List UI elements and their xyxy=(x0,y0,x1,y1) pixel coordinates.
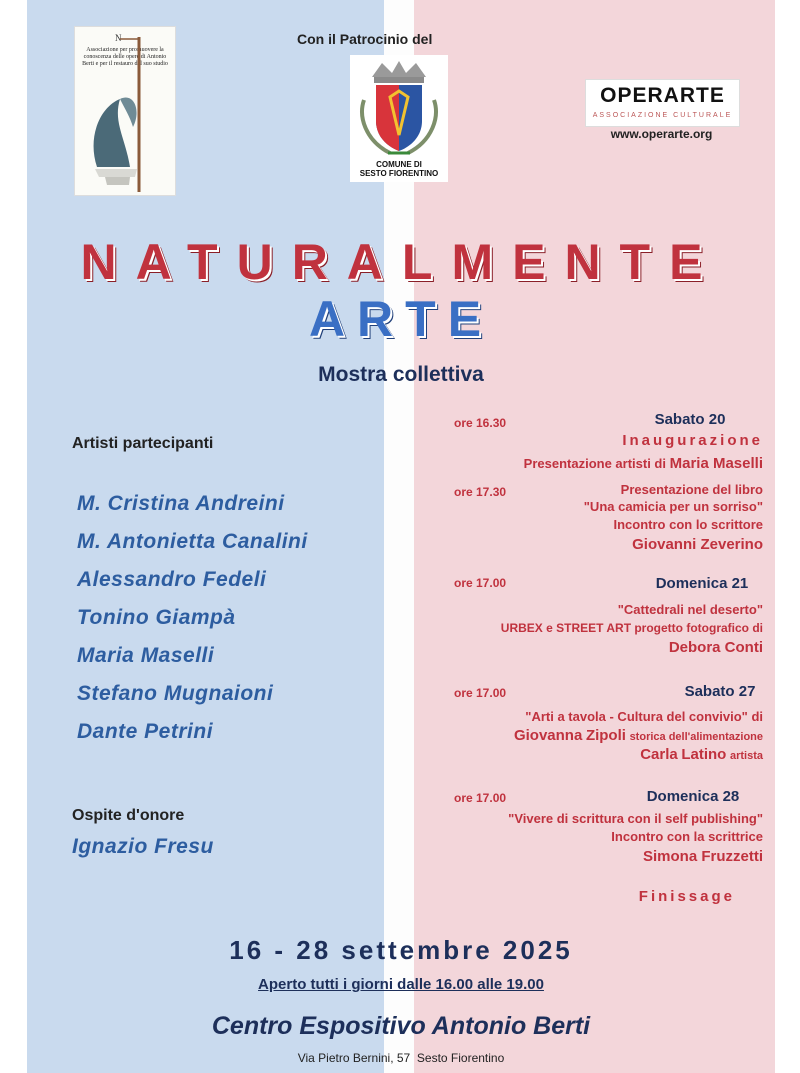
event-line xyxy=(524,455,763,472)
artist-name: Dante Petrini xyxy=(77,720,214,743)
sculpture-icon xyxy=(75,27,175,195)
guest-label: Ospite d'onore xyxy=(72,807,185,824)
event-role: storica dell'alimentazione xyxy=(629,731,763,743)
operarte-website: www.operarte.org xyxy=(610,127,713,141)
event-line: Incontro con lo scrittore xyxy=(613,517,763,532)
event-time: ore 17.00 xyxy=(454,791,507,805)
subtitle: Mostra collettiva xyxy=(318,363,484,386)
event-person xyxy=(669,639,763,656)
municipality-logo xyxy=(350,55,448,182)
exhibition-dates: 16 - 28 settembre 2025 xyxy=(229,935,573,965)
event-line: "Cattedrali nel deserto" xyxy=(617,602,763,617)
opening-hours xyxy=(27,976,775,993)
artist-name: Tonino Giampà xyxy=(77,606,236,629)
coat-of-arms-icon xyxy=(350,55,448,159)
finissage-label: Finissage xyxy=(638,888,735,905)
opening-hours-text: Aperto tutti i giorni dalle 16.00 alle 19.00 xyxy=(258,976,544,993)
association-logo xyxy=(74,26,176,196)
event-line-text: Presentazione artisti di xyxy=(523,456,666,471)
title-line-1: NATURALMENTE xyxy=(80,234,722,290)
guest-name: Ignazio Fresu xyxy=(72,835,214,858)
event-person: Carla xyxy=(640,746,678,763)
event-line xyxy=(514,727,763,744)
artist-name: M. Antonietta Canalini xyxy=(77,530,308,553)
artists-label: Artisti partecipanti xyxy=(72,435,214,452)
event-person: Maria Maselli xyxy=(669,455,763,472)
event-time: ore 17.00 xyxy=(454,576,507,590)
event-person: Giovanni Zeverino xyxy=(632,536,763,553)
event-line xyxy=(640,746,763,763)
event-line: "Vivere di scrittura con il self publishing" xyxy=(508,811,763,826)
event-person-last: Conti xyxy=(724,639,763,656)
event-day: Sabato 27 xyxy=(684,683,756,700)
artist-name: M. Cristina Andreini xyxy=(77,492,285,515)
association-logo-text: Associazione per promuovere la conoscenza delle opere di Antonio Berti e per il restauro del suo studio xyxy=(82,47,168,67)
artist-name: Maria Maselli xyxy=(77,644,215,667)
event-line: Presentazione del libro xyxy=(620,482,763,497)
event-role: artista xyxy=(729,750,763,762)
event-time: ore 16.30 xyxy=(454,416,507,430)
poster xyxy=(27,0,775,1073)
municipality-logo-line2: SESTO FIORENTINO xyxy=(359,169,439,178)
operarte-logo-subtitle: ASSOCIAZIONE CULTURALE xyxy=(592,112,733,119)
patronage-label: Con il Patrocinio del xyxy=(297,31,433,47)
event-line: URBEX e STREET ART progetto fotografico di xyxy=(500,621,763,635)
event-line: "Arti a tavola - Cultura del convivio" di xyxy=(525,709,763,724)
venue-address: Via Pietro Bernini, 57 Sesto Fiorentino xyxy=(297,1051,505,1065)
event-day: Sabato 20 xyxy=(654,411,726,428)
venue-name: Centro Espositivo Antonio Berti xyxy=(211,1012,591,1040)
event-time: ore 17.00 xyxy=(454,686,507,700)
event-person: Giovanna xyxy=(513,727,583,744)
event-line: Incontro con la scrittrice xyxy=(611,829,763,844)
municipality-logo-line1: COMUNE DI xyxy=(376,160,422,169)
event-time: ore 17.30 xyxy=(454,485,507,499)
event-person-first: Debora xyxy=(668,639,721,656)
event-title: Inaugurazione xyxy=(622,432,763,449)
event-person-last: Latino xyxy=(681,746,727,763)
event-person: Simona Fruzzetti xyxy=(642,848,763,865)
operarte-logo-title: OPERARTE xyxy=(600,84,725,107)
event-day: Domenica 28 xyxy=(646,788,740,805)
title-line-2: ARTE xyxy=(308,291,494,347)
artist-name: Alessandro Fedeli xyxy=(77,568,267,591)
event-person-last: Zipoli xyxy=(585,727,626,744)
operarte-logo xyxy=(585,79,740,127)
artist-name: Stefano Mugnaioni xyxy=(77,682,274,705)
event-line: "Una camicia per un sorriso" xyxy=(583,499,763,514)
event-day: Domenica 21 xyxy=(655,575,749,592)
association-logo-letter: N xyxy=(115,33,122,43)
